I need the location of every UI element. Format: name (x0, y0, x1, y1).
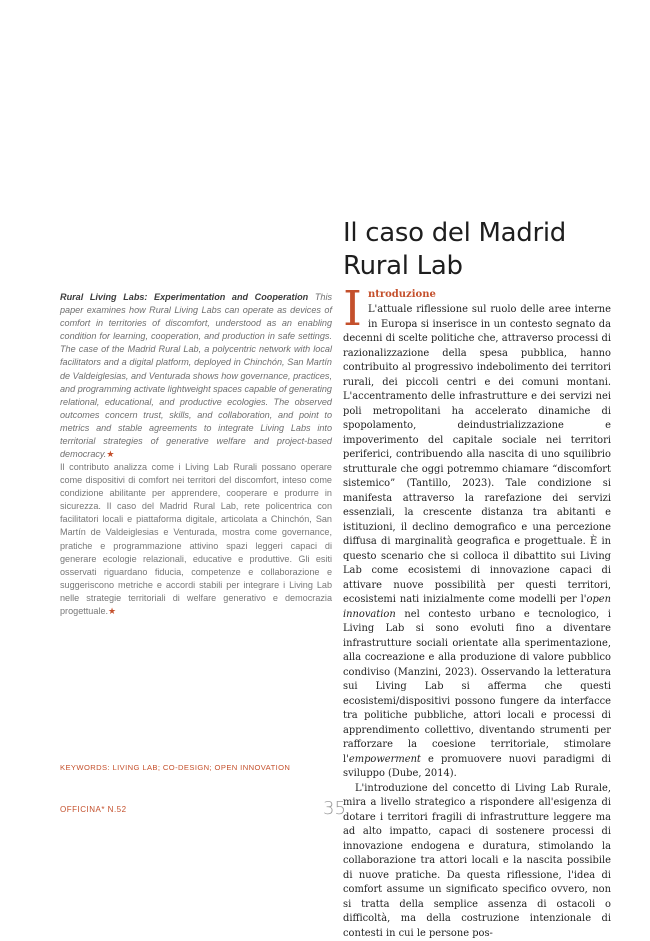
section-heading: ntroduzione (343, 287, 611, 303)
abstract-italian (60, 461, 332, 618)
article-title (343, 217, 633, 283)
abstract-english (60, 291, 332, 461)
body-paragraph-1-part-c: e promuovere nuovi paradigmi di sviluppo (Dube, 2014). (343, 754, 611, 780)
abstract-italian-text: Il contributo analizza come i Living Lab Rurali possano operare come dispositivi di comfort nei territori del discomfort, inteso come condizione abilitante per apprendere, cooperare e produrre in sicurezza. Il caso del Madrid Rural Lab, rete policentrica con facilitatori locali e piattaforma digitale, articolata a Chinchón, San Martín de Valdeiglesias e Venturada, mostra come governance, pratiche e programmazione attivino spazi leggeri capaci di generare ecologie relazionali, educative e produttive. Gli esiti osservati riguardano fiducia, competenze e collaborazione e suggeriscono metriche e accordi stabili per integrare i Living Lab nelle strategie territoriali di welfare generativo e democrazia progettuale. (60, 462, 332, 616)
drop-cap: I (343, 289, 362, 329)
journal-footer: OFFICINA* N.52 (60, 805, 127, 814)
body-emphasis-empowerment: empowerment (349, 754, 421, 765)
abstract-english-lead: Rural Living Labs: Experimentation and Cooperation (60, 292, 308, 302)
star-marker-icon: ★ (106, 449, 114, 459)
article-title-line-2: Rural Lab (343, 250, 633, 283)
keywords: KEYWORDS: LIVING LAB; CO-DESIGN; OPEN INNOVATION (60, 763, 290, 772)
article-body (343, 287, 611, 941)
body-emphasis-open-innovation: open innovation (343, 594, 611, 620)
article-title-line-1: Il caso del Madrid (343, 217, 633, 250)
body-paragraph-1 (343, 303, 611, 782)
page-number: 35 (323, 798, 346, 819)
star-marker-icon: ★ (108, 606, 116, 616)
body-paragraph-1-part-b: nel contesto urbano e tecnologico, i Living Lab si sono evoluti fino a diventare infrastrutture sociali orientate alla sperimentazione, alla cocreazione e alla produzione di valore pubblico condiviso (Manzini, 2023). Osservando la letteratura sui Living Lab si afferma che questi ecosistemi/dispositivi possono fungere da interfacce tra politiche pubbliche, attori locali e processi di apprendimento collettivo, diventando strumenti per rafforzare la coesione territoriale, stimolare l' (343, 609, 611, 765)
body-paragraph-1-part-a: L'attuale riflessione sul ruolo delle aree interne in Europa si inserisce in un contesto segnato da decenni di scelte politiche che, attraverso processi di razionalizzazione della spesa pubblica, hanno contribuito al progressivo indebolimento dei territori rurali, dei piccoli centri e dei comuni montani. L'accentramento delle infrastrutture e dei servizi nei poli metropolitani ha accelerato dinamiche di spopolamento, deindustrializzazione e impoverimento del capitale sociale nei territori periferici, contribuendo alla nascita di uno squilibrio strutturale che oggi potremmo chiamare “discomfort sistemico” (Tantillo, 2023). Tale condizione si manifesta attraverso la rarefazione dei servizi essenziali, la crescente distanza tra abitanti e istituzioni, il declino demografico e una percezione diffusa di marginalità geografica e progettuale. È in questo scenario che si colloca il dibattito sui Living Lab come ecosistemi di innovazione capaci di attivare nuove possibilità per questi territori, ecosistemi nati inizialmente come modelli per l' (343, 304, 611, 605)
abstract-english-text: This paper examines how Rural Living Labs can operate as devices of comfort in territories of discomfort, understood as an enabling condition for learning, cooperation, and production in safe settings. The case of the Madrid Rural Lab, a polycentric network with local facilitators and a digital platform, deployed in Chinchón, San Martín de Valdeiglesias, and Venturada shows how governance, practices, and programming activate lightweight spaces capable of generating relational, educational, and productive ecologies. The observed outcomes concern trust, skills, and collaboration, and point to metrics and stable agreements to integrate Living Labs into territorial strategies of generative welfare and project-based democracy. (60, 292, 332, 459)
body-paragraph-2: L'introduzione del concetto di Living Lab Rurale, mira a livello strategico a rispondere all'esigenza di dotare i territori fragili di infrastrutture leggere ma ad alto impatto, capaci di sostenere processi di innovazione endogena e duratura, stimolando la collaborazione tra attori locali e la nascita possibile di nuove pratiche. Da questa riflessione, l'idea di comfort assume un significato specifico ovvero, non si tratta della semplice assenza di ostacoli o difficoltà, ma della costruzione intenzionale di contesti in cui le persone pos- (343, 782, 611, 941)
